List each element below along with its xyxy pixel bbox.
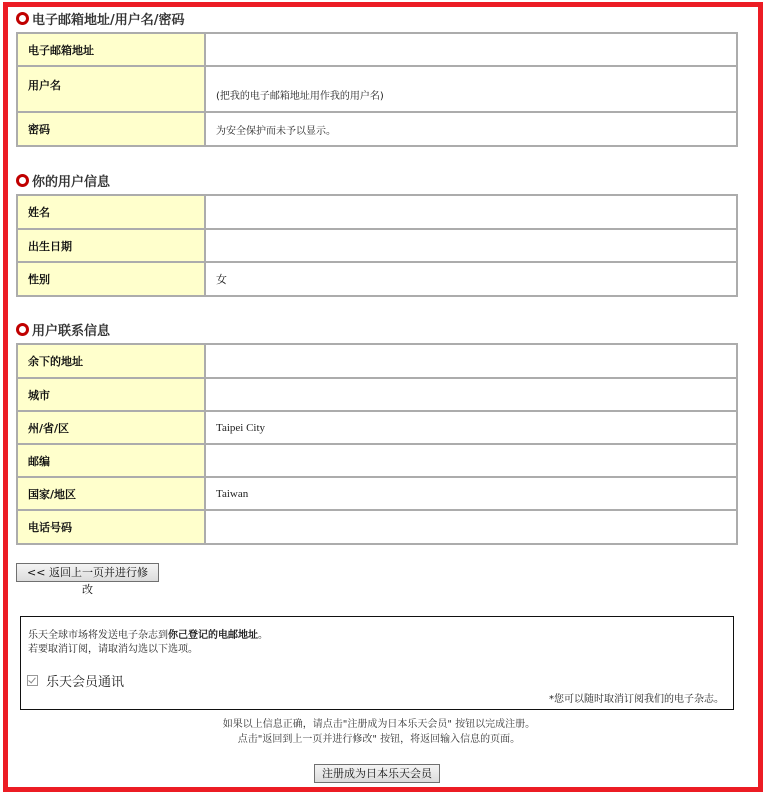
footer-line1: 如果以上信息正确，请点击"注册成为日本乐天会员" 按钮以完成注册。 — [222, 719, 536, 730]
value-gender: 女 — [205, 262, 737, 296]
newsletter-checkbox[interactable] — [27, 675, 38, 686]
label-phone: 电话号码 — [17, 510, 205, 544]
label-address: 余下的地址 — [17, 344, 205, 378]
value-address — [205, 344, 737, 378]
value-email — [205, 33, 737, 66]
newsletter-line1: 乐天全球市场将发送电子杂志到你己登记的电邮地址。 — [28, 630, 268, 641]
ring-bullet-icon — [16, 174, 29, 187]
table-row — [17, 112, 737, 146]
newsletter-note: *您可以随时取消订阅我们的电子杂志。 — [549, 694, 724, 705]
value-city — [205, 378, 737, 411]
value-password: 为安全保护而未予以显示。 — [205, 112, 737, 146]
value-phone — [205, 510, 737, 544]
table-row — [17, 378, 737, 411]
table-row — [17, 66, 737, 112]
ring-bullet-icon — [16, 323, 29, 336]
newsletter-option[interactable] — [27, 671, 124, 690]
back-button[interactable]: << 返回上一页并进行修改 — [16, 563, 159, 582]
account-table — [16, 32, 738, 147]
contact-table — [16, 343, 738, 545]
label-state: 州/省/区 — [17, 411, 205, 444]
table-row — [17, 411, 737, 444]
label-postcode: 邮编 — [17, 444, 205, 477]
value-username: (把我的电子邮箱地址用作我的用户名) — [205, 66, 737, 112]
label-username: 用户名 — [17, 66, 205, 112]
value-postcode — [205, 444, 737, 477]
value-country: Taiwan — [205, 477, 737, 510]
label-birthdate: 出生日期 — [17, 229, 205, 262]
label-city: 城市 — [17, 378, 205, 411]
value-name — [205, 195, 737, 229]
label-name: 姓名 — [17, 195, 205, 229]
table-row — [17, 195, 737, 229]
user-info-table — [16, 194, 738, 297]
label-email: 电子邮箱地址 — [17, 33, 205, 66]
footer-line2: 点击"返回到上一页并进行修改" 按钮，将返回输入信息的页面。 — [237, 734, 521, 745]
label-country: 国家/地区 — [17, 477, 205, 510]
table-row — [17, 262, 737, 296]
table-row — [17, 33, 737, 66]
section-title-account: 电子邮箱地址/用户名/密码 — [16, 9, 185, 27]
label-password: 密码 — [17, 112, 205, 146]
table-row — [17, 477, 737, 510]
newsletter-box — [20, 616, 734, 710]
ring-bullet-icon — [16, 12, 29, 25]
section-title-contact: 用户联系信息 — [16, 320, 110, 338]
newsletter-line2: 若要取消订阅，请取消勾选以下选项。 — [28, 644, 198, 655]
newsletter-option-label: 乐天会员通讯 — [46, 675, 125, 690]
label-gender: 性别 — [17, 262, 205, 296]
registered-email-emphasis: 你己登记的电邮地址 — [168, 630, 258, 641]
table-row — [17, 444, 737, 477]
value-birthdate — [205, 229, 737, 262]
table-row — [17, 229, 737, 262]
table-row — [17, 510, 737, 544]
register-button[interactable]: 注册成为日本乐天会员 — [314, 764, 440, 783]
table-row — [17, 344, 737, 378]
value-state: Taipei City — [205, 411, 737, 444]
section-title-user-info: 你的用户信息 — [16, 171, 110, 189]
